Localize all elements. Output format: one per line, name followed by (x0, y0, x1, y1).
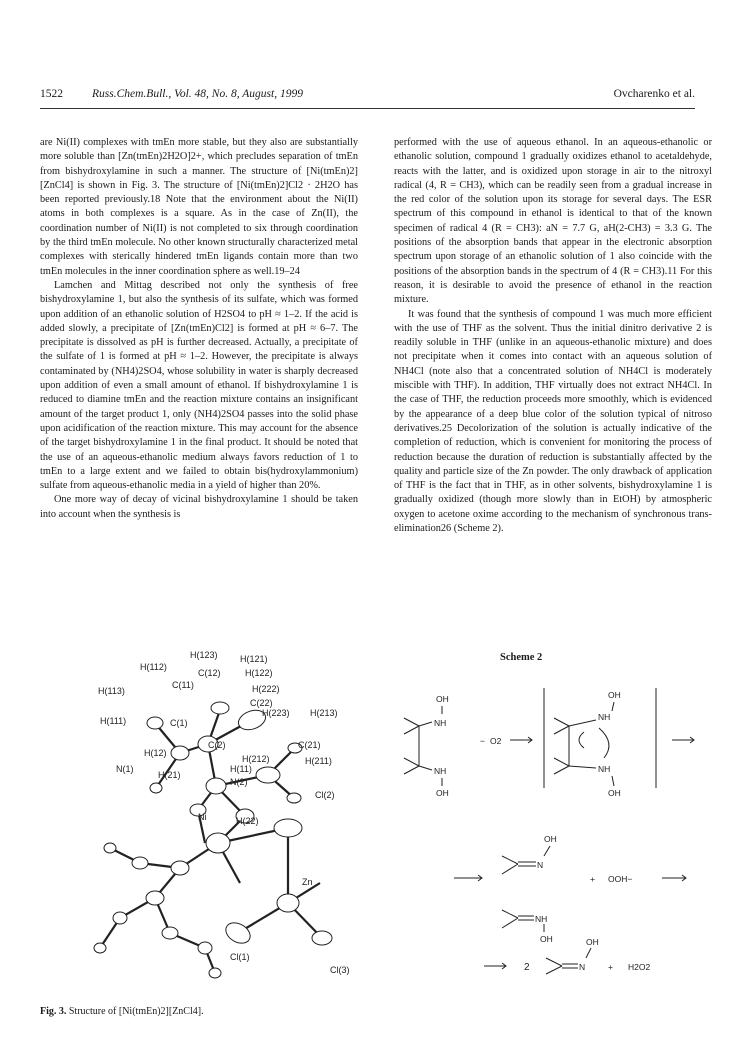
atom-label: C(22) (250, 698, 273, 708)
running-header (40, 88, 695, 106)
scheme-label: OH (586, 937, 599, 947)
atom-label: H(213) (310, 708, 338, 718)
atom-label: H(212) (242, 754, 270, 764)
scheme-label: NH (598, 712, 611, 722)
paragraph: Lamchen and Mittag described not only the synthesis of free bishydroxylamine 1, but also the synthesis of its sulfate, which was formed upon addition of an ethanolic solution of H2SO4 to pH ≈ 1–2. If the acid is added slowly, a precipitate of [Zn(tmEn)Cl2] is formed at pH ≈ 6–7. The precipitate is dissolved as pH is further decreased. Actually, a precipitate of the sulfate of 1 is formed at pH ≈ 1–2. However, the precipitate is always contaminated by (NH4)2SO4, whose solubility in water is sharply decreased upon addition of even a small amount of ethanol. If bishydroxylamine 1 is reduced to diamine tmEn and the reaction mixture contains an insignificant amount of the target product 1, only (NH4)2SO4 passes into the solid phase upon acidification of the reaction mixture. This may account for the absence of the target bishydroxylamine 1 in the final product. It should be noted that the use of an aqueous-ethanolic medium always favors reduction of 1 to tmEn to a large extent and we failed to obtain bis(hydroxylammonium) sulfate from aqueous-ethanolic media in a yield of higher than 20%. (40, 279, 358, 492)
paragraph: are Ni(II) complexes with tmEn more stable, but they also are substantially more soluble than [Zn(tmEn)2H2O]2+, which precludes separation of tmEn from bishydroxylamine in such a manner. The structure of [Ni(tmEn)2][ZnCl4] is shown in Fig. 3. The structure of [Ni(tmEn)2]Cl2 · 2H2O has been reported previously.18 Note that the environment about the Ni(II) atoms in both complexes is a square. As in the case of Zn(II), the coordination number of Ni(II) is not completed to six through coordination by the third tmEn molecule. No other known structurally characterized metal complexes with sterically hindered tmEn ligands contain more than two tmEn molecules in the inner coordination sphere as well.19–24 (40, 137, 358, 277)
atom-label: H(113) (98, 686, 125, 696)
scheme-title: Scheme 2 (500, 652, 543, 663)
atom-label: Ni (198, 812, 207, 822)
paragraph: performed with the use of aqueous ethanol. In an aqueous-ethanolic or ethanolic solution, compound 1 gradually oxidizes ethanol to acetaldehyde, reacts with the latter, and is oxidized upon storage in air to the nitroxyl radical (4, R = CH3), which can be readily seen from a gradual increase in the red color of the solution upon its storage for several days. The ESR spectrum of this compound in ethanol is identical to that of the known specimen of radical 4 (R = CH3): aN = 7.7 G, aH(2-CH3) = 3.3 G. The positions of the absorption bands that appear in the electronic absorption spectrum upon storage of an ethanolic solution of 1 also coincide with the positions of the absorption bands in the spectrum of 4 (R = CH3).11 For this reason, it is desirable to avoid the presence of ethanol in the reaction mixture. (394, 137, 712, 306)
atom-label: C(12) (198, 668, 221, 678)
scheme-label: NH (434, 766, 447, 776)
atom-label: H(21) (158, 770, 181, 780)
atom-label: Zn (302, 877, 313, 887)
figure-caption (40, 1006, 204, 1017)
atom-label: H(12) (144, 748, 167, 758)
atom-label: Cl(1) (230, 952, 250, 962)
header-rule (40, 108, 695, 109)
atom-label: H(123) (190, 650, 218, 660)
scheme-label: OH (608, 788, 621, 798)
atom-label: H(211) (305, 756, 332, 766)
journal-citation: Russ.Chem.Bull., Vol. 48, No. 8, August, 1999 (92, 88, 303, 100)
atom-label: H(223) (262, 708, 290, 718)
scheme-label: 2 (524, 962, 530, 973)
caption-label: Fig. 3. (40, 1006, 67, 1017)
scheme-label: OH (544, 834, 557, 844)
scheme-label: NH (598, 764, 611, 774)
atom-label: H(22) (236, 816, 259, 826)
scheme-label: N (537, 860, 544, 870)
scheme-label: NH (434, 718, 447, 728)
scheme-label: + (590, 874, 595, 884)
crystal-structure-figure (40, 648, 370, 993)
caption-text: Structure of [Ni(tmEn)2][ZnCl4]. (68, 1006, 204, 1017)
reaction-scheme (394, 648, 712, 993)
running-authors: Ovcharenko et al. (613, 88, 695, 100)
scheme-label: NH (535, 914, 548, 924)
scheme-label: OH (436, 788, 449, 798)
scheme-label: OOH− (608, 874, 633, 884)
atom-label: C(2) (208, 740, 226, 750)
scheme-label: N (579, 962, 586, 972)
atom-label: C(1) (170, 718, 188, 728)
atom-label: H(121) (240, 654, 268, 664)
scheme-label: H2O2 (628, 962, 651, 972)
atom-label: C(21) (298, 740, 321, 750)
scheme-label: O2 (490, 736, 502, 746)
paragraph: It was found that the synthesis of compound 1 was much more efficient with the use of THF as the solvent. Thus the initial dinitro derivative 2 is readily soluble in THF (unlike in an aqueous-ethanolic mixture) and does not precipitate when it comes into contact with an aqueous solution of NH4Cl (note also that a concentrated solution of NH4Cl is moderately miscible with THF). In addition, THF virtually does not extract NH4Cl. In the case of THF, the reduction proceeds more smoothly, which is evidenced by the appearance of a deep blue color of the solution typical of nitroso derivatives.25 Decolorization of the solution is actually indicative of the completion of reduction, which is convenient for monitoring the process of reduction because the duration of reduction is substantially affected by the quality and particle size of the Zn powder. The only drawback of application of THF is the fact that in THF, as in other solvents, bishydroxylamine 1 is gradually oxidized (though more slowly than in EtOH) by atmospheric oxygen to acetone oxime according to the mechanism of synchronous trans-elimination26 (Scheme 2). (394, 308, 712, 535)
right-column (394, 136, 712, 536)
atom-label: H(111) (100, 716, 127, 726)
paragraph: One more way of decay of vicinal bishydroxylamine 1 should be taken into account when the synthesis is (40, 494, 358, 520)
atom-label: C(11) (172, 680, 194, 690)
atom-label: N(2) (230, 777, 248, 787)
left-column (40, 136, 358, 522)
atom-label: H(11) (230, 764, 252, 774)
scheme-label: − (480, 736, 485, 746)
atom-label: H(112) (140, 662, 167, 672)
atom-label: Cl(2) (315, 790, 335, 800)
atom-label: N(1) (116, 764, 134, 774)
atom-label: H(222) (252, 684, 280, 694)
page-number: 1522 (40, 88, 63, 100)
scheme-label: OH (608, 690, 621, 700)
atom-label: H(122) (245, 668, 273, 678)
scheme-label: + (608, 962, 613, 972)
atom-label: Cl(3) (330, 965, 350, 975)
scheme-label: OH (540, 934, 553, 944)
scheme-label: OH (436, 694, 449, 704)
